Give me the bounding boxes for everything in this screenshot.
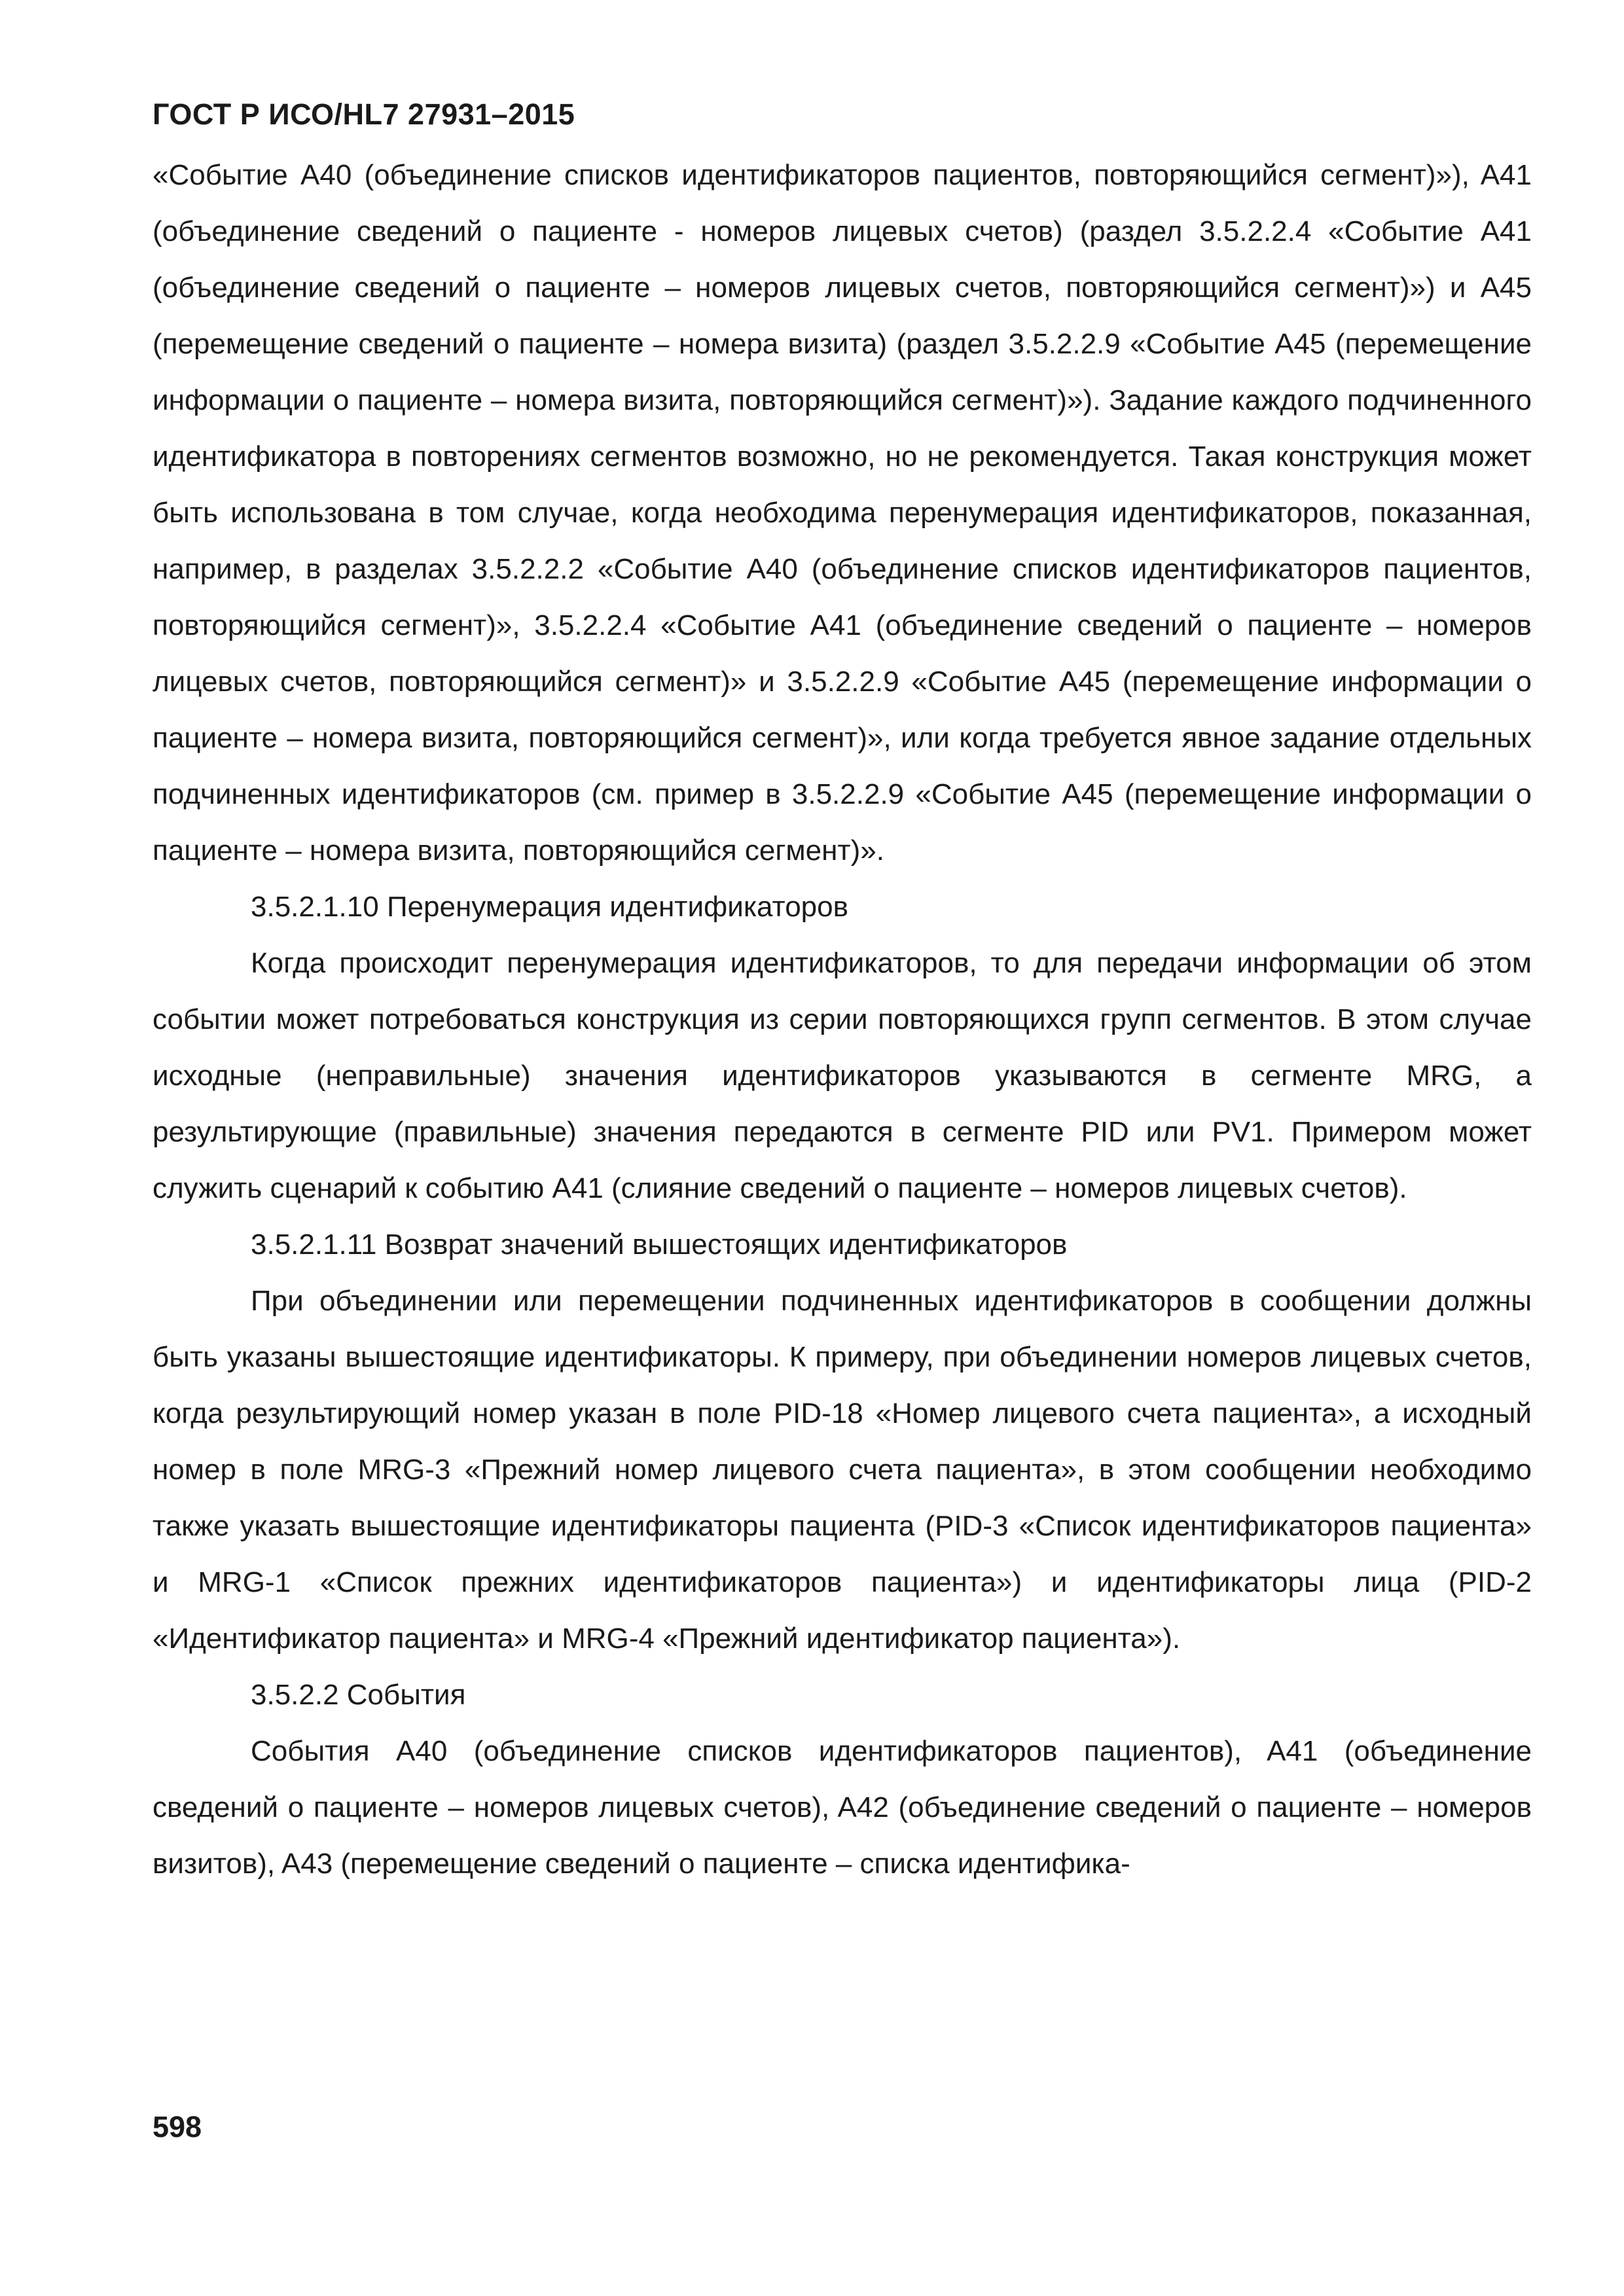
paragraph-events: События A40 (объединение списков идентификаторов пациентов), A41 (объединение сведений о пациенте – номеров лицевых счетов), A42 (объединение сведений о пациенте – номеров визитов), A43 (перемещение сведений о пациенте – списка идентифика- xyxy=(153,1735,1532,1880)
page-number: 598 xyxy=(153,2110,202,2144)
paragraph-continued: «Событие A40 (объединение списков идентификаторов пациентов, повторяющийся сегмент)»), A41 (объединение сведений о пациенте - номеров лицевых счетов) (раздел 3.5.2.2.4 «Событие A41 (объединение сведений о пациенте – номеров лицевых счетов, повторяющийся сегмент)») и A45 (перемещение сведений о пациенте – номера визита) (раздел 3.5.2.2.9 «Событие A45 (перемещение информации о пациенте – номера визита, повторяющийся сегмент)»). Задание каждого подчиненного идентификатора в повторениях сегментов возможно, но не рекомендуется. Такая конструкция может быть использована в том случае, когда необходима перенумерация идентификаторов, показанная, например, в разделах 3.5.2.2.2 «Событие A40 (объединение списков идентификаторов пациентов, повторяющийся сегмент)», 3.5.2.2.4 «Событие A41 (объединение сведений о пациенте – номеров лицевых счетов, повторяющийся сегмент)» и 3.5.2.2.9 «Событие A45 (перемещение информации о пациенте – номера визита, повторяющийся сегмент)», или когда требуется явное задание отдельных подчиненных идентификаторов (см. пример в 3.5.2.2.9 «Событие A45 (перемещение информации о пациенте – номера визита, повторяющийся сегмент)». xyxy=(153,159,1532,867)
paragraph-renumbering: Когда происходит перенумерация идентификаторов, то для передачи информации об этом событии может потребоваться конструкция из серии повторяющихся групп сегментов. В этом случае исходные (неправильные) значения идентификаторов указываются в сегменте MRG, а результирующие (правильные) значения передаются в сегменте PID или PV1. Примером может служить сценарий к событию A41 (слияние сведений о пациенте – номеров лицевых счетов). xyxy=(153,947,1532,1204)
document-header: ГОСТ Р ИСО/HL7 27931–2015 xyxy=(153,98,575,131)
paragraph-superior-identifiers: При объединении или перемещении подчиненных идентификаторов в сообщении должны быть указаны вышестоящие идентификаторы. К примеру, при объединении номеров лицевых счетов, когда результирующий номер указан в поле PID-18 «Номер лицевого счета пациента», а исходный номер в поле MRG-3 «Прежний номер лицевого счета пациента», в этом сообщении необходимо также указать вышестоящие идентификаторы пациента (PID-3 «Список идентификаторов пациента» и MRG-1 «Список прежних идентификаторов пациента») и идентификаторы лица (PID-2 «Идентификатор пациента» и MRG-4 «Прежний идентификатор пациента»). xyxy=(153,1285,1532,1655)
section-heading-renumbering: 3.5.2.1.10 Перенумерация идентификаторов xyxy=(251,891,848,923)
document-body xyxy=(153,147,1532,1892)
section-heading-superior-identifiers: 3.5.2.1.11 Возврат значений вышестоящих идентификаторов xyxy=(251,1229,1068,1261)
section-heading-events: 3.5.2.2 События xyxy=(251,1679,466,1711)
